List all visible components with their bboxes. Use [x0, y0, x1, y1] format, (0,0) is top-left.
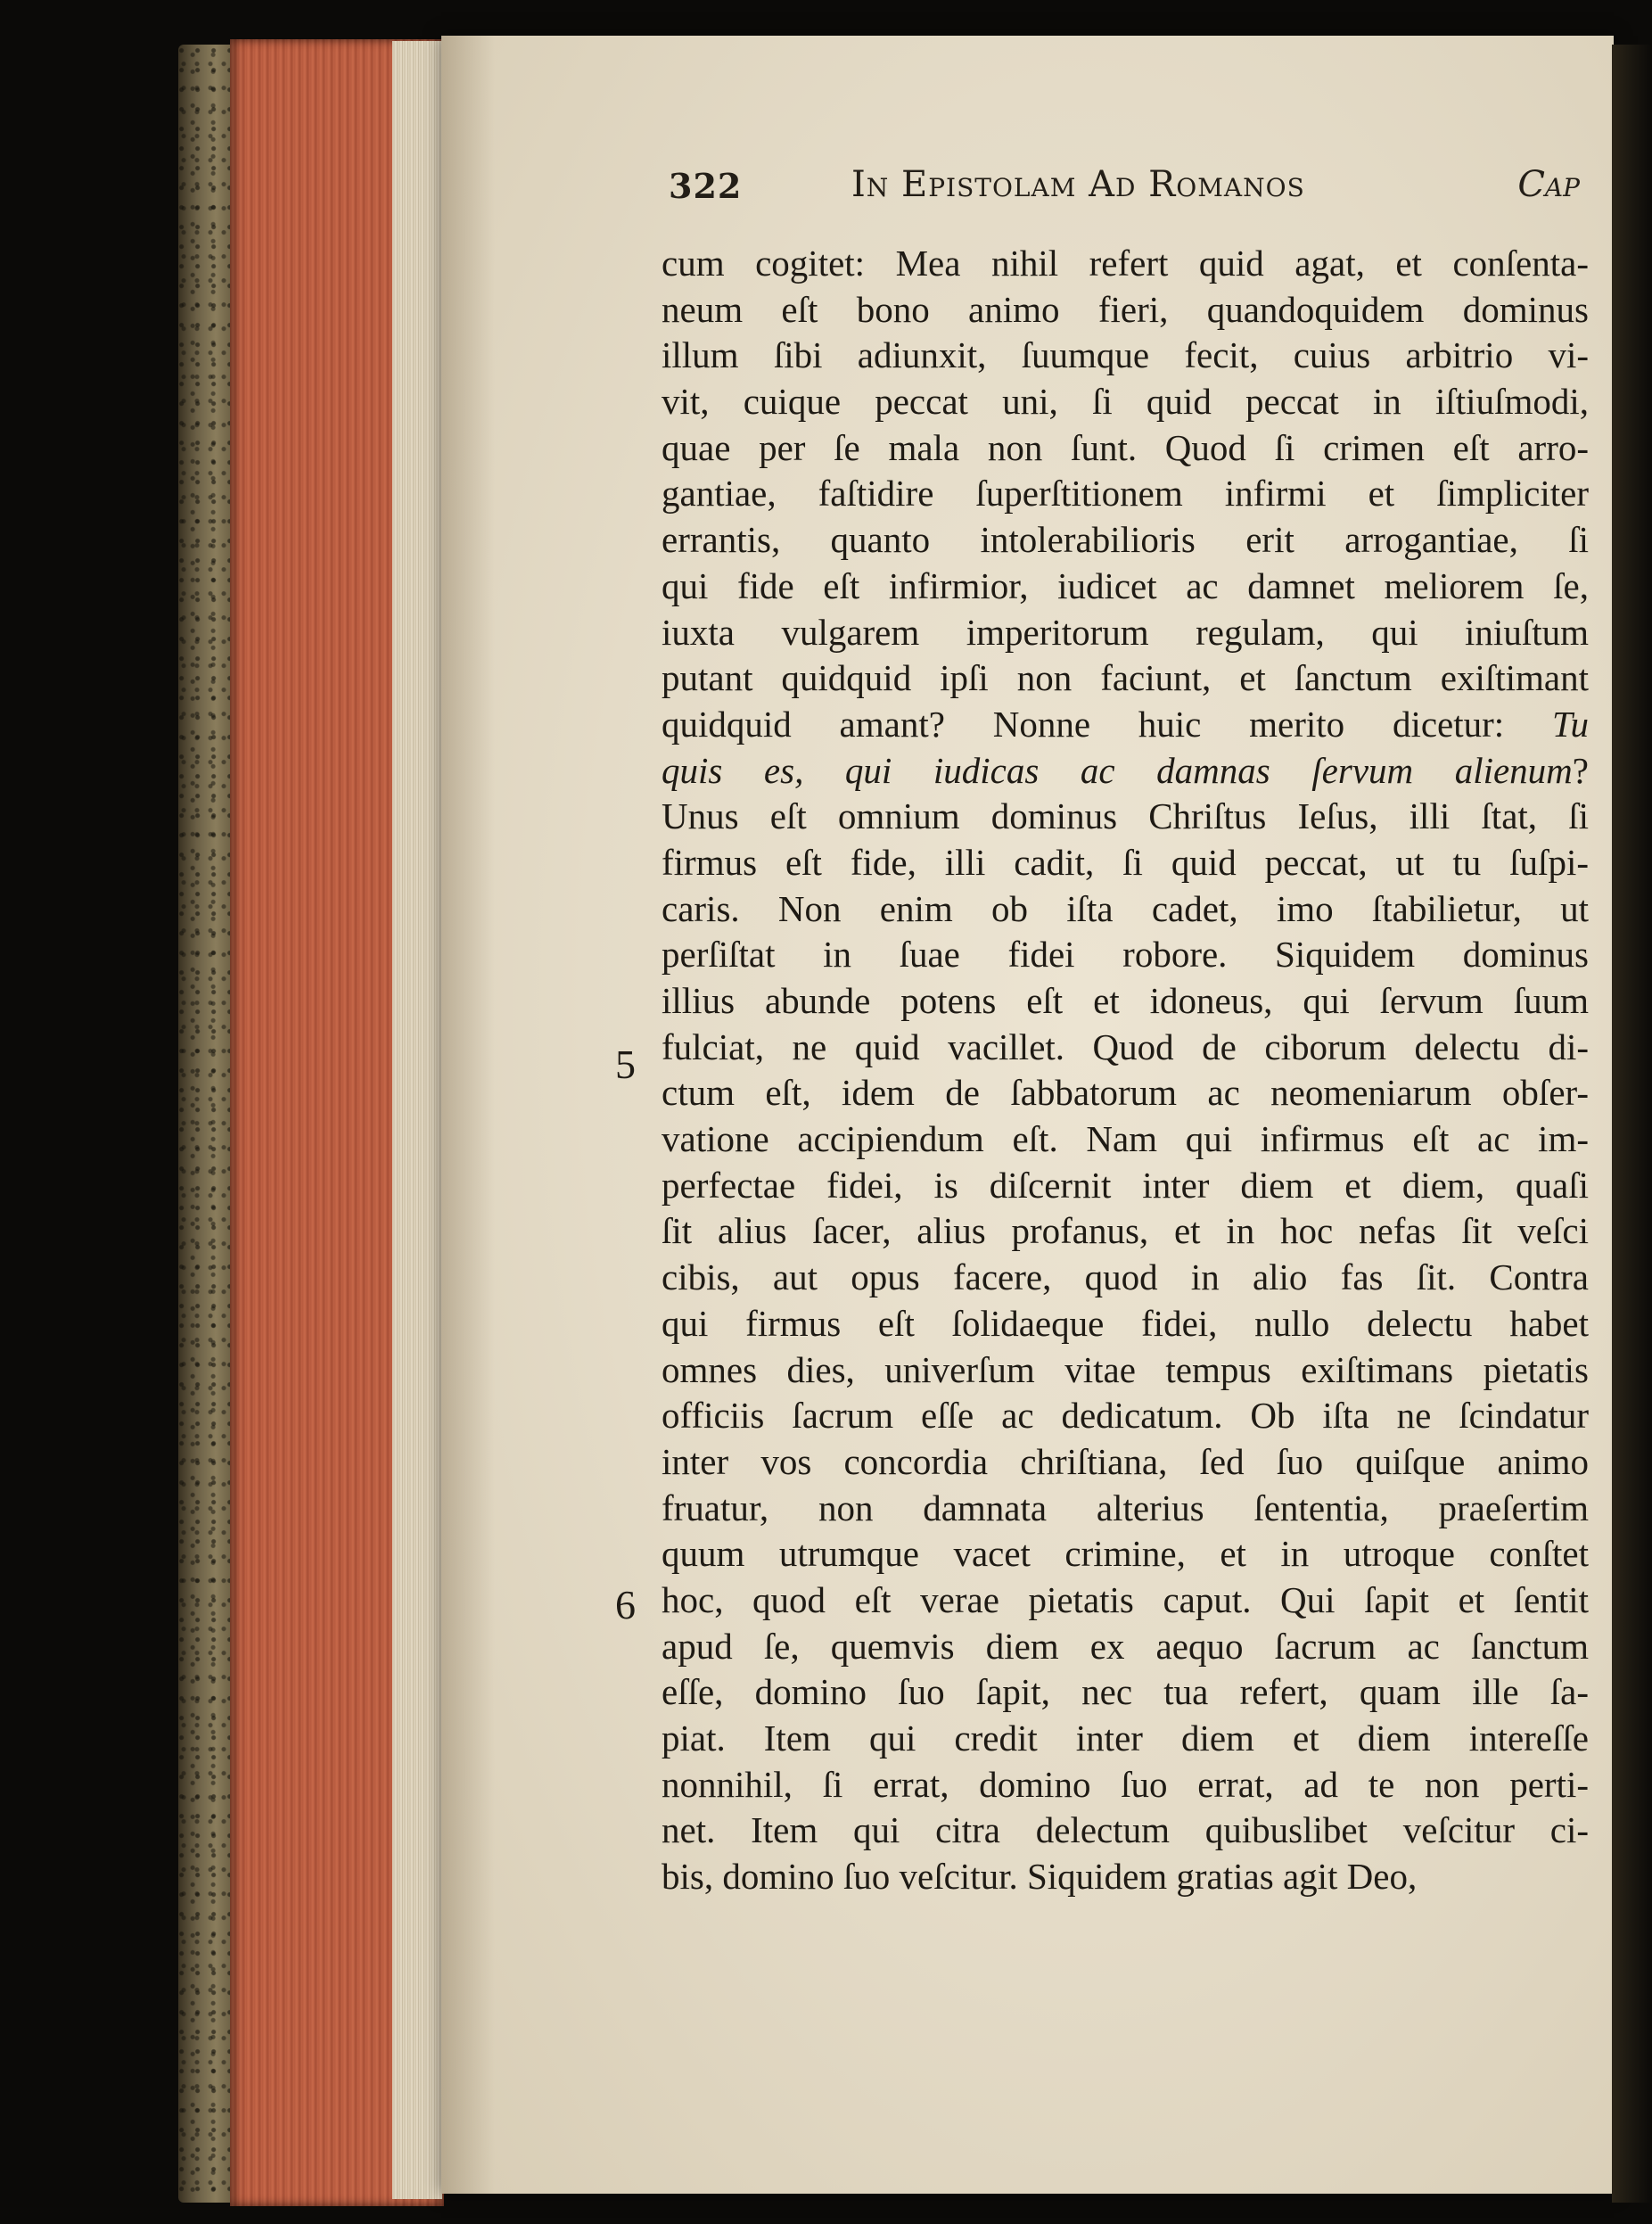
text-line: [662, 425, 1589, 472]
text-segment: gantiae, faſtidire ſuperſtitionem infirmi et ſimpliciter: [662, 473, 1589, 515]
text-segment: qui fide eſt infirmior, iudicet ac damnet meliorem ſe,: [662, 564, 1589, 606]
text-segment: ſit alius ſacer, alius profanus, et in hoc nefas ſit veſci: [662, 1210, 1589, 1252]
text-segment: firmus eſt fide, illi cadit, ſi quid peccat, ut tu ſuſpi-: [662, 841, 1589, 883]
text-line: [662, 241, 1589, 287]
text-line: [662, 1439, 1589, 1486]
text-segment: iuxta vulgarem imperitorum regulam, qui iniuſtum: [662, 611, 1589, 653]
text-line: [662, 1116, 1589, 1163]
text-segment: net. Item qui citra delectum quibuslibet veſcitur ci-: [662, 1809, 1589, 1851]
text-line: [662, 333, 1589, 379]
text-segment: neum eſt bono animo fieri, quandoquidem dominus: [662, 288, 1589, 330]
running-title: In Epistolam Ad Romanos: [851, 164, 1305, 205]
text-line: [662, 886, 1589, 933]
text-segment: hoc, quod eſt verae pietatis caput. Qui ſapit et ſentit: [662, 1578, 1589, 1620]
text-line: [662, 655, 1589, 702]
text-segment: quum utrumque vacet crimine, et in utroque conſtet: [662, 1533, 1589, 1575]
text-line: [662, 1163, 1589, 1209]
text-line: [662, 1347, 1589, 1394]
text-line: [662, 517, 1589, 564]
text-segment: piat. Item qui credit inter diem et diem intereſſe: [662, 1717, 1589, 1759]
text-line: [662, 1854, 1589, 1900]
text-line: [662, 932, 1589, 978]
text-segment: ctum eſt, idem de ſabbatorum ac neomeniarum obſer-: [662, 1072, 1589, 1114]
text-line: [662, 1762, 1589, 1808]
text-segment: ?: [1572, 749, 1589, 791]
italic-quote: quis es, qui iudicas ac damnas ſervum alienum: [662, 749, 1573, 791]
text-line: [662, 1070, 1589, 1116]
text-segment: officiis ſacrum eſſe ac dedicatum. Ob iſta ne ſcindatur: [662, 1395, 1589, 1437]
text-line: [662, 1577, 1589, 1624]
text-segment: fruatur, non damnata alterius ſententia, praeſertim: [662, 1487, 1589, 1528]
text-segment: inter vos concordia chriſtiana, ſed ſuo quiſque animo: [662, 1440, 1589, 1482]
text-segment: qui firmus eſt ſolidaeque fidei, nullo delectu habet: [662, 1302, 1589, 1344]
text-line: [662, 1393, 1589, 1439]
body-text: [662, 241, 1589, 1900]
text-line: [662, 1531, 1589, 1577]
page-edges-inner: [392, 41, 442, 2199]
page-number: 322: [669, 166, 743, 206]
text-line: [662, 978, 1589, 1025]
text-segment: errantis, quanto intolerabilioris erit arrogantiae, ſi: [662, 519, 1589, 561]
text-segment: quidquid amant? Nonne huic merito dicetur:: [662, 703, 1552, 745]
verse-marker-5: 5: [615, 1042, 636, 1087]
text-segment: nonnihil, ſi errat, domino ſuo errat, ad te non perti-: [662, 1763, 1589, 1805]
text-segment: Unus eſt omnium dominus Chriſtus Ieſus, illi ſtat, ſi: [662, 795, 1589, 837]
italic-quote: Tu: [1551, 703, 1589, 745]
text-line: [662, 1808, 1589, 1854]
text-line: [662, 1208, 1589, 1255]
text-segment: illum ſibi adiunxit, ſuumque fecit, cuius arbitrio vi-: [662, 334, 1589, 376]
text-segment: eſſe, domino ſuo ſapit, nec tua refert, quam ille ſa-: [662, 1671, 1589, 1713]
text-line: [662, 840, 1589, 886]
text-line: [662, 794, 1589, 840]
text-segment: cum cogitet: Mea nihil refert quid agat, et conſenta-: [662, 243, 1589, 284]
text-segment: apud ſe, quemvis diem ex aequo ſacrum ac ſanctum: [662, 1625, 1589, 1667]
text-line: [662, 1255, 1589, 1301]
text-line: [662, 564, 1589, 610]
text-line: [662, 379, 1589, 425]
facing-page-edge: [1612, 45, 1652, 2203]
text-line: [662, 610, 1589, 656]
text-segment: perſiſtat in ſuae fidei robore. Siquidem dominus: [662, 934, 1589, 976]
running-head: [669, 161, 1587, 214]
text-segment: quae per ſe mala non ſunt. Quod ſi crimen eſt arro-: [662, 426, 1589, 468]
text-segment: fulciat, ne quid vacillet. Quod de ciborum delectu di-: [662, 1026, 1589, 1067]
text-line: [662, 1301, 1589, 1347]
text-segment: omnes dies, univerſum vitae tempus exiſtimans pietatis: [662, 1348, 1589, 1390]
text-line: [662, 1025, 1589, 1071]
text-segment: vit, cuique peccat uni, ſi quid peccat in iſtiuſmodi,: [662, 381, 1589, 423]
text-line: [662, 1716, 1589, 1762]
verse-marker-6: 6: [615, 1582, 636, 1627]
text-line: [662, 287, 1589, 334]
text-line: [662, 471, 1589, 517]
text-line: [662, 1669, 1589, 1716]
text-line: [662, 748, 1589, 795]
text-segment: vatione accipiendum eſt. Nam qui infirmus eſt ac im-: [662, 1118, 1589, 1160]
running-cap: Cap: [1517, 164, 1580, 205]
text-segment: bis, domino ſuo veſcitur. Siquidem gratias agit Deo,: [662, 1856, 1418, 1898]
text-segment: putant quidquid ipſi non faciunt, et ſanctum exiſtimant: [662, 657, 1589, 699]
text-segment: illius abunde potens eſt et idoneus, qui ſervum ſuum: [662, 980, 1589, 1021]
text-line: [662, 1624, 1589, 1670]
text-line: [662, 702, 1589, 748]
text-line: [662, 1486, 1589, 1532]
text-segment: perfectae fidei, is diſcernit inter diem et diem, quaſi: [662, 1164, 1589, 1206]
text-segment: caris. Non enim ob iſta cadet, imo ſtabilietur, ut: [662, 887, 1589, 929]
text-segment: cibis, aut opus facere, quod in alio fas ſit. Contra: [662, 1256, 1589, 1298]
